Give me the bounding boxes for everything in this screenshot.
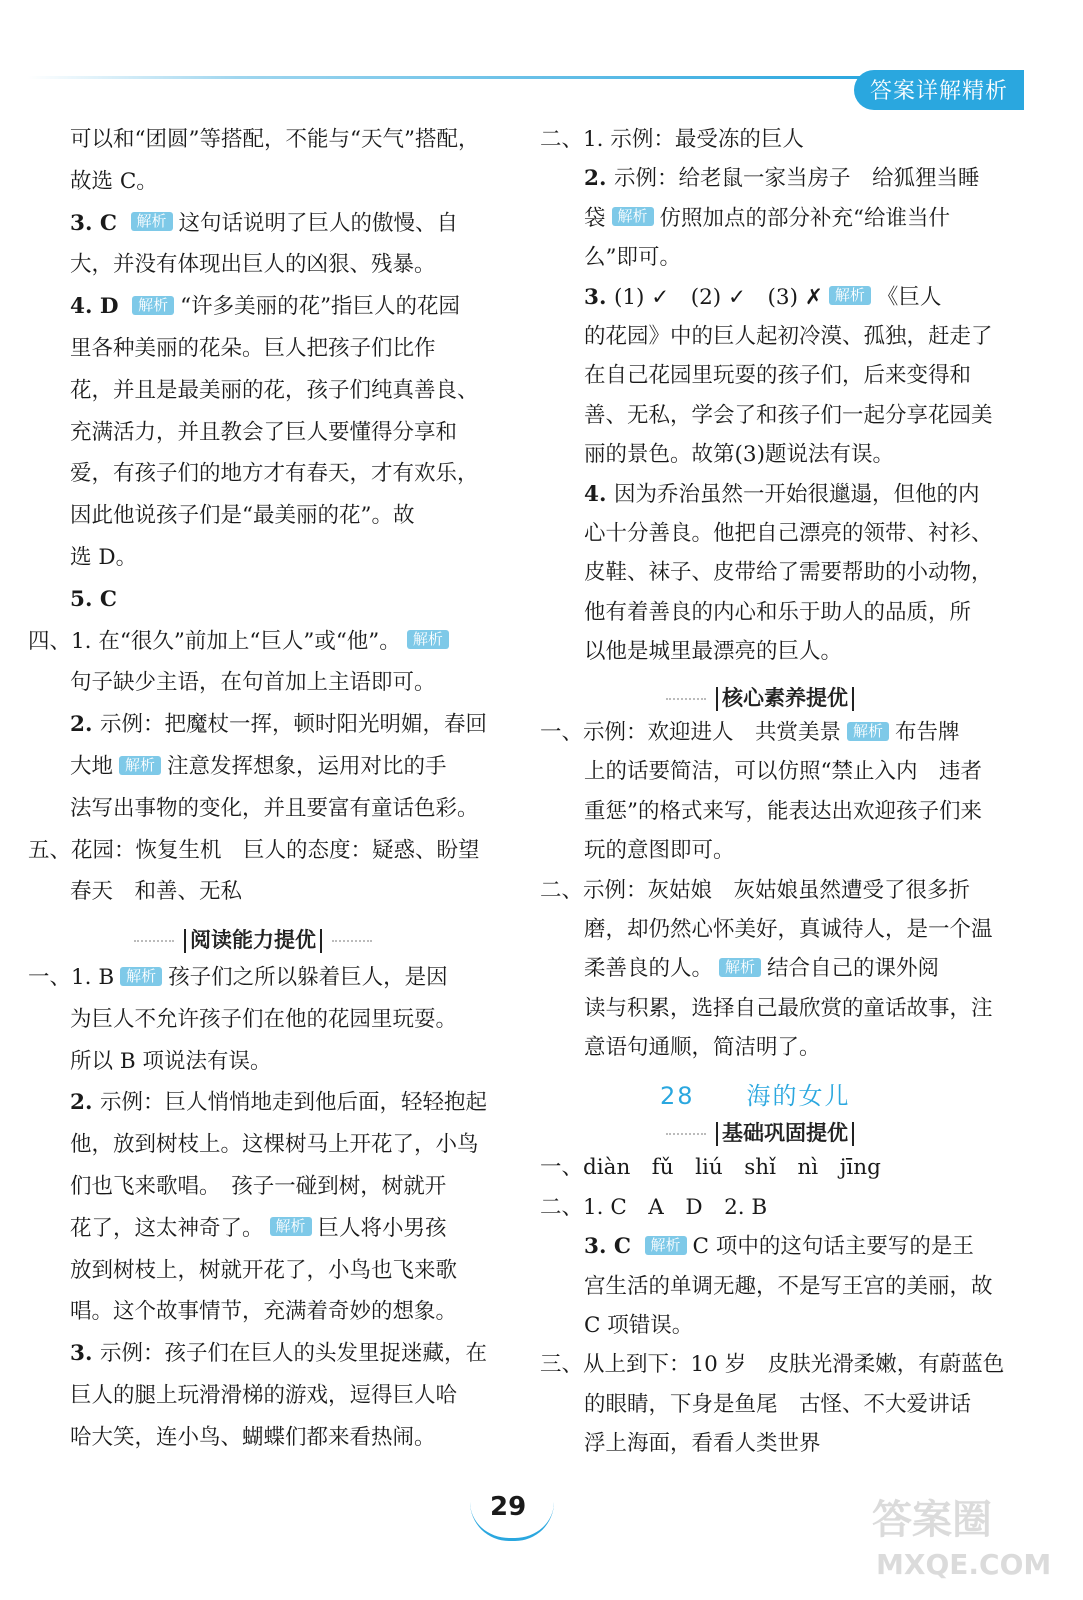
text-line bbox=[70, 1173, 446, 1201]
line-text: 一、示例：欢迎进人 共赏美景 bbox=[540, 720, 842, 745]
text-line bbox=[70, 126, 479, 154]
line-text: 浮上海面，看看人类世界 bbox=[584, 1431, 821, 1457]
analysis-tag: 解析 bbox=[120, 967, 162, 986]
text-line bbox=[70, 753, 447, 781]
line-text: 心十分善良。他把自己漂亮的领带、衬衫、 bbox=[584, 521, 993, 546]
line-text: 一、diàn fǔ liú shǐ nì jīng bbox=[540, 1155, 881, 1181]
text-line bbox=[70, 335, 436, 363]
item-number: 2. bbox=[584, 166, 614, 192]
text-line bbox=[584, 798, 982, 826]
text-line bbox=[584, 1273, 993, 1301]
line-text: 二、示例：灰姑娘 灰姑娘虽然遭受了很多折 bbox=[540, 877, 971, 903]
line-text: 袋 bbox=[584, 205, 606, 231]
watermark-url: MXQE.COM bbox=[876, 1548, 1052, 1581]
line-text: 结合自己的课外阅 bbox=[767, 956, 940, 982]
line-text: 柔善良的人。 bbox=[584, 956, 714, 982]
text-line bbox=[584, 323, 993, 351]
line-text: 他，放到树枝上。这棵树马上开花了，小鸟 bbox=[70, 1132, 479, 1158]
line-text: 善、无私，学会了和孩子们一起分享花园美 bbox=[584, 402, 993, 428]
analysis-tag: 解析 bbox=[270, 1217, 312, 1236]
heading-bar bbox=[320, 929, 322, 953]
section-heading bbox=[660, 682, 858, 712]
text-line bbox=[70, 1089, 487, 1117]
text-line bbox=[584, 599, 971, 627]
text-line bbox=[70, 1048, 271, 1076]
line-text: 读与积累，选择自己最欣赏的童话故事，注 bbox=[584, 995, 993, 1021]
line-text: 爱，有孩子们的地方才有春天，才有欢乐， bbox=[70, 461, 479, 487]
line-text: 巨人将小男孩 bbox=[317, 1215, 447, 1241]
analysis-tag: 解析 bbox=[612, 207, 654, 226]
text-line bbox=[584, 441, 894, 469]
analysis-tag: 解析 bbox=[829, 286, 871, 305]
text-line bbox=[584, 362, 971, 390]
text-line bbox=[70, 1215, 447, 1243]
line-text: 所以 B 项说法有误。 bbox=[70, 1048, 272, 1074]
dotted-rule bbox=[666, 1133, 706, 1135]
line-text: 里各种美丽的花朵。巨人把孩子们比作 bbox=[70, 336, 436, 361]
line-text: 以他是城里最漂亮的巨人。 bbox=[584, 639, 843, 665]
line-text: 大，并没有体现出巨人的凶狠、残暴。 bbox=[70, 252, 436, 278]
line-text: 玩的意图即可。 bbox=[584, 838, 735, 864]
analysis-tag: 解析 bbox=[132, 296, 174, 315]
text-line bbox=[584, 1391, 971, 1419]
item-number: 3. C bbox=[70, 210, 125, 236]
line-text: 法写出事物的变化，并且要富有童话色彩。 bbox=[70, 795, 479, 821]
line-text: 示例：孩子们在巨人的头发里捉迷藏，在 bbox=[99, 1341, 487, 1367]
text-line bbox=[584, 1430, 821, 1458]
line-text: 注意发挥想象，运用对比的手 bbox=[167, 754, 447, 779]
section-title: 基础巩固提优 bbox=[722, 1121, 848, 1145]
line-text: 句子缺少主语，在句首加上主语即可。 bbox=[70, 670, 436, 696]
text-line bbox=[70, 544, 137, 572]
heading-bar bbox=[852, 687, 854, 711]
section-title: 阅读能力提优 bbox=[190, 928, 316, 953]
line-text: 故选 C。 bbox=[70, 168, 158, 194]
line-text: “许多美丽的花”指巨人的花园 bbox=[180, 294, 461, 320]
watermark-text: 答案圈 bbox=[872, 1497, 992, 1543]
line-text: 意语句通顺，简洁明了。 bbox=[584, 1035, 821, 1061]
item-number: 3. bbox=[70, 1341, 100, 1367]
line-text: 仿照加点的部分补充“给谁当什 bbox=[659, 205, 951, 231]
text-line bbox=[584, 284, 941, 312]
dotted-rule bbox=[332, 940, 372, 942]
line-text: 的眼睛，下身是鱼尾 古怪、不大爱讲话 bbox=[584, 1391, 972, 1417]
text-line bbox=[584, 205, 950, 233]
text-line bbox=[70, 293, 460, 321]
line-text: 哈大笑，连小鸟、蝴蝶们都来看热闹。 bbox=[70, 1424, 436, 1450]
dotted-rule bbox=[134, 940, 174, 942]
text-line bbox=[70, 419, 457, 447]
analysis-tag: 解析 bbox=[645, 1236, 687, 1255]
line-text: C 项中的这句话主要写的是王 bbox=[692, 1234, 974, 1260]
text-line bbox=[70, 460, 479, 488]
line-text: 这句话说明了巨人的傲慢、自 bbox=[178, 210, 459, 236]
text-line bbox=[540, 1154, 881, 1182]
text-line bbox=[28, 628, 455, 656]
section-heading bbox=[128, 924, 378, 954]
text-line bbox=[584, 244, 681, 272]
analysis-tag: 解析 bbox=[847, 722, 889, 741]
line-text: 的花园》中的巨人起初冷漠、孤独，赶走了 bbox=[584, 324, 993, 349]
line-text: 上的话要简洁，可以仿照“禁止入内 违者 bbox=[584, 759, 982, 785]
page-number: 29 bbox=[490, 1492, 527, 1522]
text-line bbox=[584, 955, 939, 983]
line-text: 们也飞来歌唱。 孩子一碰到树，树就开 bbox=[70, 1174, 447, 1199]
line-text: 可以和“团圆”等搭配，不能与“天气”搭配， bbox=[70, 127, 480, 152]
analysis-tag: 解析 bbox=[719, 958, 761, 977]
text-line bbox=[540, 126, 804, 154]
heading-bar bbox=[852, 1122, 854, 1146]
item-number: 2. bbox=[70, 1090, 100, 1116]
line-text: 大地 bbox=[70, 754, 114, 779]
text-line bbox=[28, 964, 448, 992]
line-text: 《巨人 bbox=[876, 284, 942, 310]
line-text: 因此他说孩子们是“最美丽的花”。故 bbox=[70, 503, 415, 529]
analysis-tag: 解析 bbox=[131, 212, 173, 231]
text-line bbox=[540, 1194, 767, 1222]
text-line bbox=[70, 795, 479, 823]
text-line bbox=[584, 916, 993, 944]
text-line bbox=[70, 168, 158, 196]
line-text: 花，并且是最美丽的花，孩子们纯真善良、 bbox=[70, 377, 479, 403]
text-line bbox=[584, 638, 842, 666]
line-text: 充满活力，并且教会了巨人要懂得分享和 bbox=[70, 419, 458, 445]
text-line bbox=[584, 559, 993, 587]
text-line bbox=[70, 377, 479, 405]
line-text: 示例：巨人悄悄地走到他后面，轻轻抱起 bbox=[99, 1090, 487, 1116]
text-line bbox=[70, 502, 415, 530]
text-line bbox=[584, 165, 979, 193]
lesson-title: 28 海的女儿 bbox=[660, 1081, 851, 1110]
watermark-logo bbox=[862, 1488, 1062, 1588]
line-text: 示例：把魔杖一挥，顿时阳光明媚，春回 bbox=[99, 712, 487, 738]
text-line bbox=[540, 719, 960, 747]
text-line bbox=[584, 1233, 974, 1261]
header-badge-text: 答案详解精析 bbox=[870, 79, 1009, 104]
text-line bbox=[70, 210, 458, 238]
text-line bbox=[584, 402, 993, 430]
line-text: C 项错误。 bbox=[584, 1313, 694, 1338]
section-title: 核心素养提优 bbox=[722, 685, 848, 710]
line-text: 么”即可。 bbox=[584, 245, 681, 271]
item-number: 2. bbox=[70, 712, 100, 738]
analysis-tag: 解析 bbox=[119, 756, 161, 775]
item-number: 4. D bbox=[70, 294, 127, 320]
text-line bbox=[584, 1034, 821, 1062]
text-line bbox=[584, 758, 982, 786]
heading-bar bbox=[716, 687, 718, 711]
text-line bbox=[70, 1298, 457, 1326]
text-line bbox=[70, 1382, 457, 1410]
dotted-rule bbox=[666, 698, 706, 700]
line-text: 磨，却仍然心怀美好，真诚待人，是一个温 bbox=[584, 917, 993, 942]
text-line bbox=[584, 995, 993, 1023]
line-text: 五、花园：恢复生机 巨人的态度：疑惑、盼望 bbox=[28, 837, 480, 863]
text-line bbox=[540, 877, 970, 905]
line-text: 唱。这个故事情节，充满着奇妙的想象。 bbox=[70, 1299, 458, 1325]
line-text: 在自己花园里玩耍的孩子们，后来变得和 bbox=[584, 363, 972, 389]
text-line bbox=[584, 837, 735, 865]
line-text: 为巨人不允许孩子们在他的花园里玩耍。 bbox=[70, 1006, 458, 1032]
line-text: 重惩”的格式来写，能表达出欢迎孩子们来 bbox=[584, 798, 982, 824]
line-text: 皮鞋、袜子、皮带给了需要帮助的小动物， bbox=[584, 560, 993, 586]
line-text: 二、1. C A D 2. B bbox=[540, 1194, 768, 1220]
section-heading bbox=[660, 1117, 858, 1147]
text-line bbox=[70, 586, 117, 614]
line-text: 巨人的腿上玩滑滑梯的游戏，逗得巨人哈 bbox=[70, 1383, 458, 1408]
line-text: 丽的景色。故第(3)题说法有误。 bbox=[584, 442, 894, 468]
text-line bbox=[70, 1257, 457, 1285]
text-line bbox=[584, 1312, 693, 1340]
text-line bbox=[584, 481, 979, 509]
text-line bbox=[70, 1131, 479, 1159]
line-text: 他有着善良的内心和乐于助人的品质，所 bbox=[584, 599, 972, 625]
text-line bbox=[70, 669, 436, 697]
line-text: (1) ✓ (2) ✓ (3) ✗ bbox=[613, 284, 823, 310]
text-line bbox=[584, 520, 993, 548]
line-text: 宫生活的单调无趣，不是写王宫的美丽，故 bbox=[584, 1273, 993, 1299]
text-line bbox=[70, 251, 436, 279]
line-text: 三、从上到下：10 岁 皮肤光滑柔嫩，有蔚蓝色 bbox=[540, 1352, 1005, 1378]
item-number: 3. C bbox=[584, 1234, 639, 1260]
line-text: 一、1. B bbox=[28, 965, 115, 990]
header-rule bbox=[28, 76, 868, 79]
text-line bbox=[70, 1340, 487, 1368]
heading-bar bbox=[184, 929, 186, 953]
text-line bbox=[70, 878, 242, 906]
line-text: 二、1. 示例：最受冻的巨人 bbox=[540, 127, 804, 152]
item-number: 5. C bbox=[70, 586, 118, 612]
heading-bar bbox=[716, 1122, 718, 1146]
text-line bbox=[70, 711, 487, 739]
text-line bbox=[28, 837, 480, 865]
line-text: 春天 和善、无私 bbox=[70, 879, 243, 905]
item-number: 4. bbox=[584, 481, 614, 507]
text-line bbox=[540, 1351, 1004, 1379]
line-text: 四、1. 在“很久”前加上“巨人”或“他”。 bbox=[28, 628, 401, 654]
line-text: 因为乔治虽然一开始很邋遢，但他的内 bbox=[613, 481, 980, 507]
text-line bbox=[70, 1424, 436, 1452]
line-text: 选 D。 bbox=[70, 545, 138, 570]
line-text: 孩子们之所以躲着巨人，是因 bbox=[168, 965, 448, 990]
line-text: 放到树枝上，树就开花了，小鸟也飞来歌 bbox=[70, 1257, 458, 1283]
analysis-tag: 解析 bbox=[407, 630, 449, 649]
item-number: 3. bbox=[584, 284, 614, 310]
line-text: 花了，这太神奇了。 bbox=[70, 1215, 264, 1241]
line-text: 示例：给老鼠一家当房子 给狐狸当睡 bbox=[613, 166, 980, 192]
line-text: 布告牌 bbox=[895, 720, 960, 745]
text-line bbox=[70, 1006, 457, 1034]
